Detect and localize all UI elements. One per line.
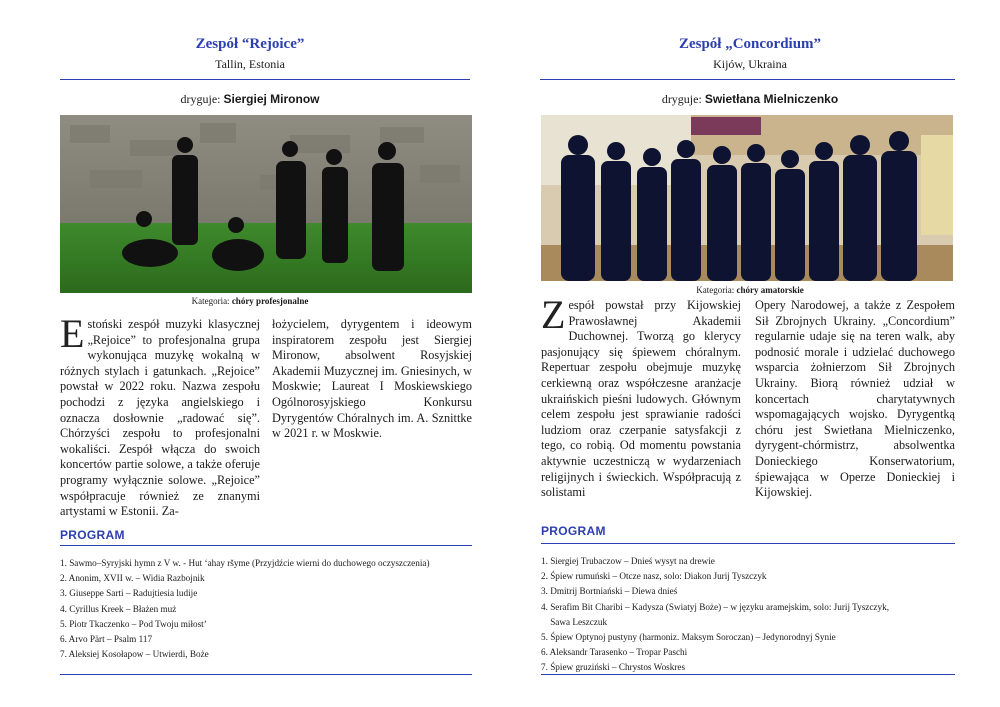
description-text-2: łożycielem, dyrygentem i ideowym inspiratorem zespołu jest Siergiej Mironow, absolwent Rosyjskiej Akademii Muzycznej im. Gniesinych, w Moskwie; Laureat I Moskiewskiego Ogólnorosyjskiego Konkursu Dyrygentów Chóralnych im. A. Sznittke w 2021 r. w Moskwie. xyxy=(272,317,472,441)
category-value: chóry amatorskie xyxy=(736,285,804,295)
program-divider-top xyxy=(60,545,472,546)
program-heading: PROGRAM xyxy=(541,524,606,538)
choir-location: Tallin, Estonia xyxy=(215,57,285,71)
program-item: Sawa Leszczuk xyxy=(541,616,608,627)
description-text-1: stoński zespół muzyki klasycznej „Rejoice” to profesjonalna grupa wykonująca muzykę wokalną w różnych stylach i gatunkach. „Rejoice” powstał w 2022 roku. Nazwa zespołu pochodzi z języka angielskiego i oznacza dosłownie „radować się”. Chórzyści zespołu to profesjonalni wokaliści. Zespół włącza do swoich koncertów partie solowe, a także oferuje programy wyłącznie solowe. „Rejoice” współpracuje również ze znanymi artystami w Estonii. Za- xyxy=(60,317,260,519)
program-item: 7. Śpiew gruziński – Chrystos Woskres xyxy=(541,662,686,673)
category-label: Kategoria: xyxy=(696,285,735,295)
program-item: 1. Sawmo–Syryjski hymn z V w. - Hut ‘ahay ršyme (Przyjdźcie wierni do duchowego oczyszczenia) xyxy=(60,558,430,568)
conductor-name: Swietłana Mielniczenko xyxy=(704,92,839,106)
category-label: Kategoria: xyxy=(191,296,230,306)
program-list xyxy=(60,556,430,662)
conductor-line xyxy=(0,92,500,107)
program-divider-bottom xyxy=(541,674,955,675)
program-item: 6. Arvo Pärt – Psalm 117 xyxy=(60,634,153,645)
program-item: 1. Siergiej Trubaczow – Dnieś wysyt na drewie xyxy=(541,556,715,566)
program-heading: PROGRAM xyxy=(60,528,125,542)
choir-title: Zespół “Rejoice” xyxy=(195,36,305,52)
program-item: 3. Giuseppe Sarti – Radujtiesia ludije xyxy=(60,588,198,599)
conductor-line xyxy=(500,92,1000,107)
program-item: 4. Serafim Bit Charibi – Kadysza (Swiatyj Boże) – w języku aramejskim, solo: Jurij Tyszczyk, xyxy=(541,601,889,612)
choir-photo xyxy=(60,115,472,293)
conductor-name: Siergiej Mironow xyxy=(223,92,320,106)
category-caption xyxy=(0,296,500,306)
program-item: 5. Piotr Tkaczenko – Pod Twoju miłost’ xyxy=(60,618,207,629)
drop-cap: E xyxy=(60,311,85,356)
program-item: 7. Aleksiej Kosołapow – Utwierdi, Boże xyxy=(60,649,209,660)
description-column-1 xyxy=(60,311,260,520)
choir-location: Kijów, Ukraina xyxy=(713,57,787,71)
description-column-2 xyxy=(272,317,472,442)
program-item: 5. Śpiew Optynoj pustyny (harmoniz. Maksym Soroczan) – Jedynorodnyj Synie xyxy=(541,632,836,643)
title-divider xyxy=(60,79,470,80)
category-value: chóry profesjonalne xyxy=(231,296,309,306)
program-item: 6. Aleksandr Tarasenko – Tropar Paschi xyxy=(541,647,688,658)
description-column-2 xyxy=(755,298,955,501)
category-caption xyxy=(500,285,1000,295)
description-text-2: Opery Narodowej, a także z Zespołem Sił Zbrojnych Ukrainy. „Concordium” regularnie udaje się na teren walk, aby podnosić morale i udzielać duchowego wsparcia żołnierzom Sił Zbrojnych Ukrainy. Biorą również udział w koncertach charytatywnych wspomagających wojsko. Dyrygentką chóru jest Swietłana Mielniczenko, dyrygent-chórmistrz, absolwentka Donieckiego Konserwatorium, śpiewająca w Operze Donieckiej i Kijowskiej. xyxy=(755,298,955,500)
conductor-label: dryguje: xyxy=(180,92,221,106)
choir-title: Zespół „Concordium” xyxy=(678,36,822,52)
drop-cap: Z xyxy=(541,292,566,337)
program-divider-top xyxy=(541,543,955,544)
program-divider-bottom xyxy=(60,674,472,675)
description-column-1 xyxy=(541,292,741,501)
title-divider xyxy=(540,79,955,80)
program-list xyxy=(541,554,889,676)
right-page xyxy=(500,0,1000,707)
choir-photo xyxy=(541,115,953,281)
program-item: 2. Anonim, XVII w. – Widia Razbojnik xyxy=(60,573,205,584)
description-text-1: espół powstał przy Kijowskiej Prawosławnej Akademii Duchownej. Tworzą go klerycy pasjonujący się śpiewem chóralnym. Repertuar zespołu obejmuje muzykę cerkiewną oraz współczesne aranżacje ukraińskich pieśni ludowych. Głównym celem zespołu jest sprawianie radości ludziom oraz czerpanie satysfakcji z tego, co robią. Od momentu powstania aktywnie uczestniczą w wydarzeniach religijnych i świeckich. Współpracują z solistami xyxy=(541,298,741,500)
program-item: 4. Cyrillus Kreek – Błażen muż xyxy=(60,603,177,614)
conductor-label: dryguje: xyxy=(661,92,702,106)
program-item: 2. Śpiew rumuński – Otcze nasz, solo: Diakon Jurij Tyszczyk xyxy=(541,571,767,582)
program-item: 3. Dmitrij Bortniański – Diewa dnieś xyxy=(541,586,678,597)
